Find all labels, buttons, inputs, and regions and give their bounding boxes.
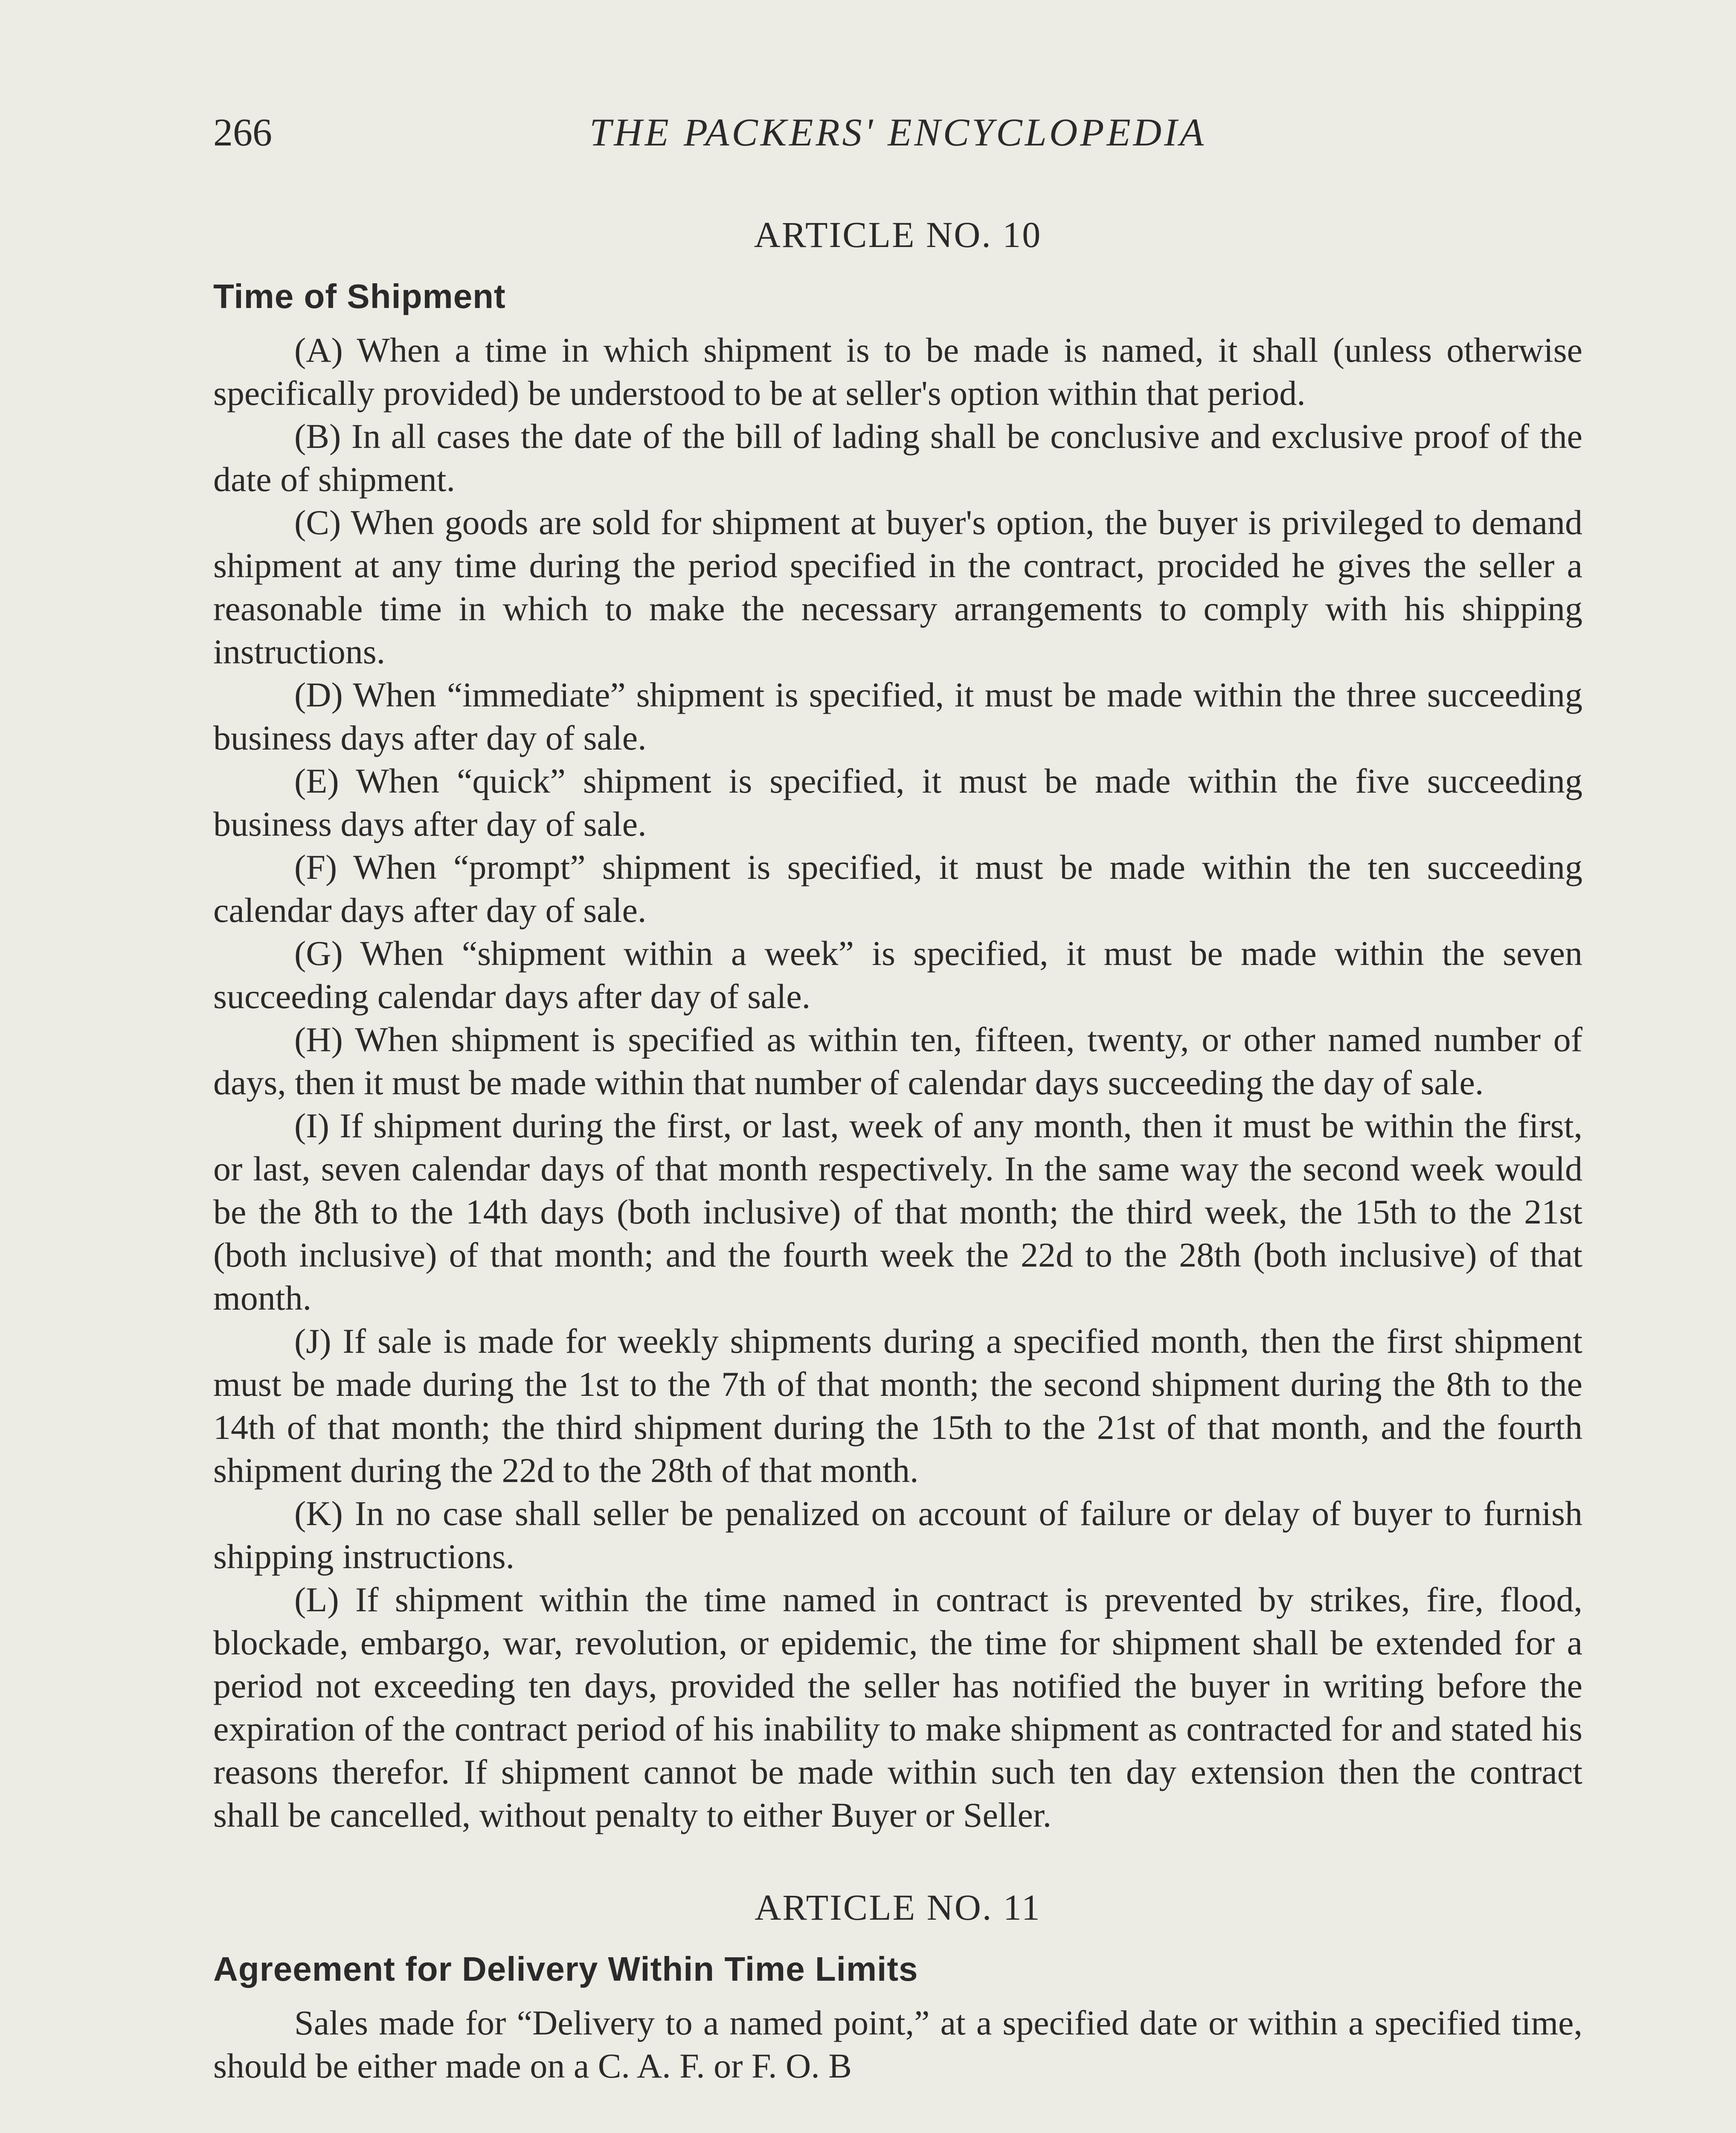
paragraph-a: (A) When a time in which shipment is to be made is named, it shall (unless otherwise specifically provided) be understood to be at seller's option within that period.	[213, 331, 1582, 413]
paragraph-h: (H) When shipment is specified as within ten, fifteen, twenty, or other named number of days, then it must be made within that number of calendar days succeeding the day of sale.	[213, 1020, 1582, 1102]
article-11-heading: ARTICLE NO. 11	[755, 1887, 1041, 1928]
paragraph-j: (J) If sale is made for weekly shipments during a specified month, then the first shipment must be made during the 1st to the 7th of that month; the second shipment during the 8th to the 14th of that month; the third shipment during the 15th to the 21st of that month, and the fourth shipment during the 22d to the 28th of that month.	[213, 1322, 1582, 1490]
paragraph-d: (D) When “immediate” shipment is specified, it must be made within the three succeeding business days after day of sale.	[213, 675, 1582, 757]
article-11-title: Agreement for Delivery Within Time Limits	[213, 1950, 918, 1988]
running-head	[213, 102, 1582, 162]
paragraph-g: (G) When “shipment within a week” is specified, it must be made within the seven succeeding calendar days after day of sale.	[213, 934, 1582, 1016]
paragraph-l: (L) If shipment within the time named in contract is prevented by strikes, fire, flood, blockade, embargo, war, revolution, or epidemic, the time for shipment shall be extended for a period not exceeding ten days, provided the seller has notified the buyer in writing before the expiration of the contract period of his inability to make shipment as contracted for and stated his reasons therefor. If shipment cannot be made within such ten day extension then the contract shall be cancelled, without penalty to either Buyer or Seller.	[213, 1580, 1582, 1834]
article-10-title: Time of Shipment	[213, 277, 506, 315]
paragraph-i: (I) If shipment during the first, or last, week of any month, then it must be within the first, or last, seven calendar days of that month respectively. In the same way the second week would be the 8th to the 14th days (both inclusive) of that month; the third week, the 15th to the 21st (both inclusive) of that month; and the fourth week the 22d to the 28th (both inclusive) of that month.	[213, 1106, 1582, 1317]
book-page	[213, 102, 1582, 2087]
running-title: THE PACKERS' ENCYCLOPEDIA	[589, 110, 1206, 154]
paragraph-delivery: Sales made for “Delivery to a named point,” at a specified date or within a specified time, should be either made on a C. A. F. or F. O. B	[213, 2003, 1582, 2085]
article-10-heading: ARTICLE NO. 10	[754, 214, 1042, 255]
paragraph-f: (F) When “prompt” shipment is specified, it must be made within the ten succeeding calendar days after day of sale.	[213, 848, 1582, 930]
paragraph-k: (K) In no case shall seller be penalized on account of failure or delay of buyer to furnish shipping instructions.	[213, 1494, 1582, 1576]
paragraph-e: (E) When “quick” shipment is specified, it must be made within the five succeeding business days after day of sale.	[213, 761, 1582, 843]
page-number: 266	[213, 110, 272, 154]
paragraph-b: (B) In all cases the date of the bill of lading shall be conclusive and exclusive proof of the date of shipment.	[213, 417, 1582, 499]
paragraph-c: (C) When goods are sold for shipment at buyer's option, the buyer is privileged to demand shipment at any time during the period specified in the contract, procided he gives the seller a reasonable time in which to make the necessary arrangements to comply with his shipping instructions.	[213, 503, 1582, 671]
